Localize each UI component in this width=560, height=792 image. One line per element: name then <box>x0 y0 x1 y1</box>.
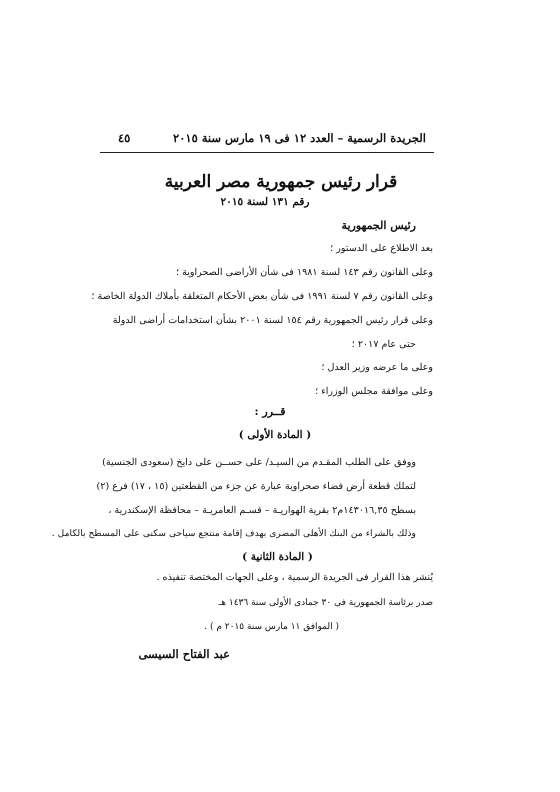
article-1-line: ووفق على الطلب المقـدم من السيـد/ على حســن على دايخ (سعودى الجنسية) <box>102 457 416 468</box>
decree-title: قرار رئيس جمهورية مصر العربية <box>164 172 398 192</box>
president-signature: عبد الفتاح السيسى <box>138 647 230 661</box>
gazette-header-title: الجريدة الرسمية – العدد ١٢ فى ١٩ مارس سنة ٢٠١٥ <box>173 131 426 145</box>
page-header <box>118 131 426 149</box>
issued-date-hijri: صدر برئاسة الجمهورية فى ٣٠ جمادى الأولى سنة ١٤٣٦ هـ <box>218 598 433 608</box>
article-1-heading: ( المادة الأولى ) <box>238 429 312 441</box>
decree-number: رقم ١٣١ لسنة ٢٠١٥ <box>220 196 310 208</box>
article-1-line: بسطح ١٤٣٠١٦,٣٥م٢ بقرية الهواريـة – قسـم العامريـة – محافظة الإسكندرية ، <box>108 505 416 516</box>
header-divider <box>100 152 434 153</box>
preamble-line: وعلى ما عرضه وزير العدل ؛ <box>321 362 433 373</box>
article-2-text: يُنشر هذا القرار فى الجريدة الرسمية ، وعلى الجهات المختصة تنفيذه . <box>156 572 433 583</box>
preamble-line: وعلى القانون رقم ١٤٣ لسنة ١٩٨١ فى شأن الأراضى الصحراوية ؛ <box>175 267 433 278</box>
page-number: ٤٥ <box>118 131 131 145</box>
issued-date-gregorian: ( الموافق ١١ مارس سنة ٢٠١٥ م ) . <box>204 622 339 632</box>
decided-label: قــرر : <box>254 405 286 418</box>
preamble-line: حتى عام ٢٠١٧ ؛ <box>351 339 416 350</box>
article-1-line: وذلك بالشراء من البنك الأهلى المصرى بهدف إقامة منتجع سياحى سكنى على المسطح بالكامل . <box>51 528 416 539</box>
article-1-line: لتملك قطعة أرض فضاء صحراوية عبارة عن جزء من القطعتين (١٥ ، ١٧) فرع (٢) <box>96 481 416 492</box>
article-2-heading: ( المادة الثانية ) <box>242 551 313 563</box>
preamble-line: بعد الاطلاع على الدستور ؛ <box>330 243 433 254</box>
preamble-line: وعلى قرار رئيس الجمهورية رقم ١٥٤ لسنة ٢٠٠١ بشأن استخدامات أراضى الدولة <box>112 315 433 326</box>
preamble-line: وعلى القانون رقم ٧ لسنة ١٩٩١ فى شأن بعض الأحكام المتعلقة بأملاك الدولة الخاصة ؛ <box>91 291 433 302</box>
preamble-line: وعلى موافقة مجلس الوزراء ؛ <box>315 386 433 397</box>
decree-issuer: رئيس الجمهورية <box>341 219 416 232</box>
